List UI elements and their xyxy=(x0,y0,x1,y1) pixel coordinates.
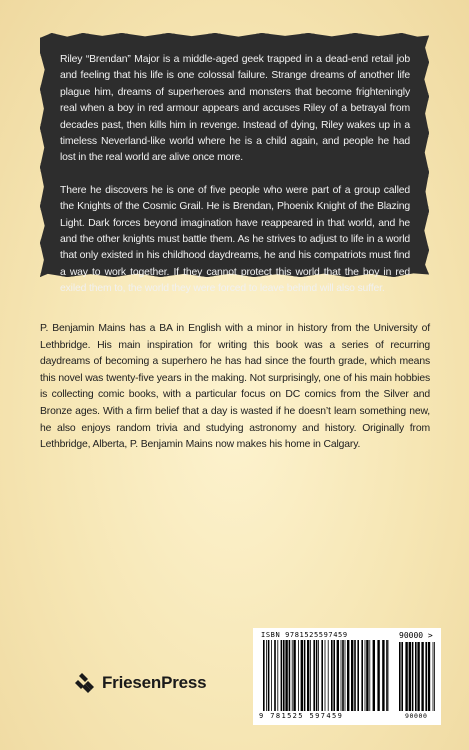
barcode-bar xyxy=(310,640,311,711)
barcode-bar xyxy=(328,640,329,711)
barcode-bar xyxy=(266,640,267,711)
barcode-bar xyxy=(417,642,419,711)
barcode-bar xyxy=(345,640,346,711)
barcode-bar xyxy=(409,642,411,711)
barcode-bar xyxy=(421,642,423,711)
barcode-bar xyxy=(369,640,370,711)
barcode-bar xyxy=(351,640,353,711)
barcode-bar xyxy=(377,640,379,711)
publisher-name: FriesenPress xyxy=(102,673,207,692)
barcode-bar xyxy=(331,640,333,711)
barcode-bar xyxy=(341,640,342,711)
barcode-bar xyxy=(274,640,276,711)
barcode-bar xyxy=(365,640,366,711)
barcode-bar xyxy=(361,640,363,711)
isbn-barcode xyxy=(253,628,441,725)
barcode-bar xyxy=(285,640,287,711)
barcode-bar xyxy=(268,640,270,711)
barcode-bar xyxy=(366,640,368,711)
blurb-paragraph-2: There he discovers he is one of five people who were part of a group called the Knights of the Cosmic Grail. He is Brendan, Phoenix Knight of the Blazing Light. Dark forces beyond imagination have reappeared in that world, and he and the other knights must battle them. As he strives to adjust to life in a world that only existed in his childhood daydreams, he and his compatriots must find a way to work together. If they cannot protect this world that the boy in red exiled them to, the world they were forced to leave behind will also suffer. xyxy=(60,184,410,295)
isbn-label: ISBN 9781525597459 xyxy=(261,631,348,639)
barcode-bar xyxy=(382,640,384,711)
barcode-bar xyxy=(292,640,293,711)
barcode-bar xyxy=(289,640,291,711)
barcode-bar xyxy=(263,640,265,711)
barcode-bar xyxy=(412,642,414,711)
barcode-bar xyxy=(281,640,283,711)
barcode-bar xyxy=(386,640,388,711)
barcode-bar xyxy=(293,640,295,711)
friesenpress-logo-icon xyxy=(74,672,96,694)
barcode-bar xyxy=(325,640,326,711)
barcode-bar xyxy=(313,640,315,711)
barcode-bar xyxy=(301,640,303,711)
barcode-bar xyxy=(298,640,299,711)
barcode-bar xyxy=(271,640,272,711)
price-code: 90000 > xyxy=(399,631,433,640)
publisher-logo xyxy=(74,672,206,694)
barcode-bar xyxy=(415,642,417,711)
barcode-bars xyxy=(253,628,441,725)
barcode-bar xyxy=(433,642,434,711)
barcode-bar xyxy=(425,642,427,711)
barcode-bar xyxy=(337,640,339,711)
barcode-bar xyxy=(354,640,356,711)
blurb-text xyxy=(60,52,410,314)
isbn-digits: 9 781525 597459 xyxy=(259,712,344,720)
barcode-bar xyxy=(304,640,306,711)
barcode-bar xyxy=(373,640,375,711)
barcode-bar xyxy=(307,640,309,711)
barcode-bar xyxy=(401,642,403,711)
barcode-bar xyxy=(316,640,318,711)
blurb-paragraph-1: Riley “Brendan” Major is a middle-aged geek trapped in a dead-end retail job and feeling that his life is one colossal failure. Strange dreams of another life plague him, dreams of superheroes and monsters that become frighteningly real when a boy in red armour appears and accuses Riley of a betrayal from decades past, then kills him in revenge. Instead of dying, Riley wakes up in a timeless Neverland-like world where he is a child again, and people he had lost in the real world are alive once more. xyxy=(60,54,410,164)
price-digits: 90000 xyxy=(405,712,428,720)
barcode-bar xyxy=(428,642,430,711)
barcode-bar xyxy=(434,642,435,711)
author-bio xyxy=(40,321,430,454)
author-bio-paragraph: P. Benjamin Mains has a BA in English with a minor in history from the University of Lethbridge. His main inspiration for writing this book was a series of recurring daydreams of becoming a superhero he has had since the fourth grade, which means this novel was twenty-five years in the making. Not surprisingly, one of his main hobbies is collecting comic books, with a particular focus on DC comics from the Silver and Bronze ages. With a firm belief that a day is wasted if he doesn’t learn something new, he also enjoys random trivia and studying astronomy and history. Originally from Lethbridge, Alberta, P. Benjamin Mains now makes his home in Calgary. xyxy=(40,323,430,451)
barcode-bar xyxy=(399,642,401,711)
barcode-bar xyxy=(357,640,359,711)
barcode-bar xyxy=(342,640,344,711)
barcode-bar xyxy=(318,640,319,711)
barcode-bar xyxy=(321,640,323,711)
barcode-bar xyxy=(347,640,349,711)
barcode-bar xyxy=(405,642,407,711)
barcode-bar xyxy=(333,640,335,711)
barcode-bar xyxy=(283,640,285,711)
barcode-bar xyxy=(277,640,278,711)
